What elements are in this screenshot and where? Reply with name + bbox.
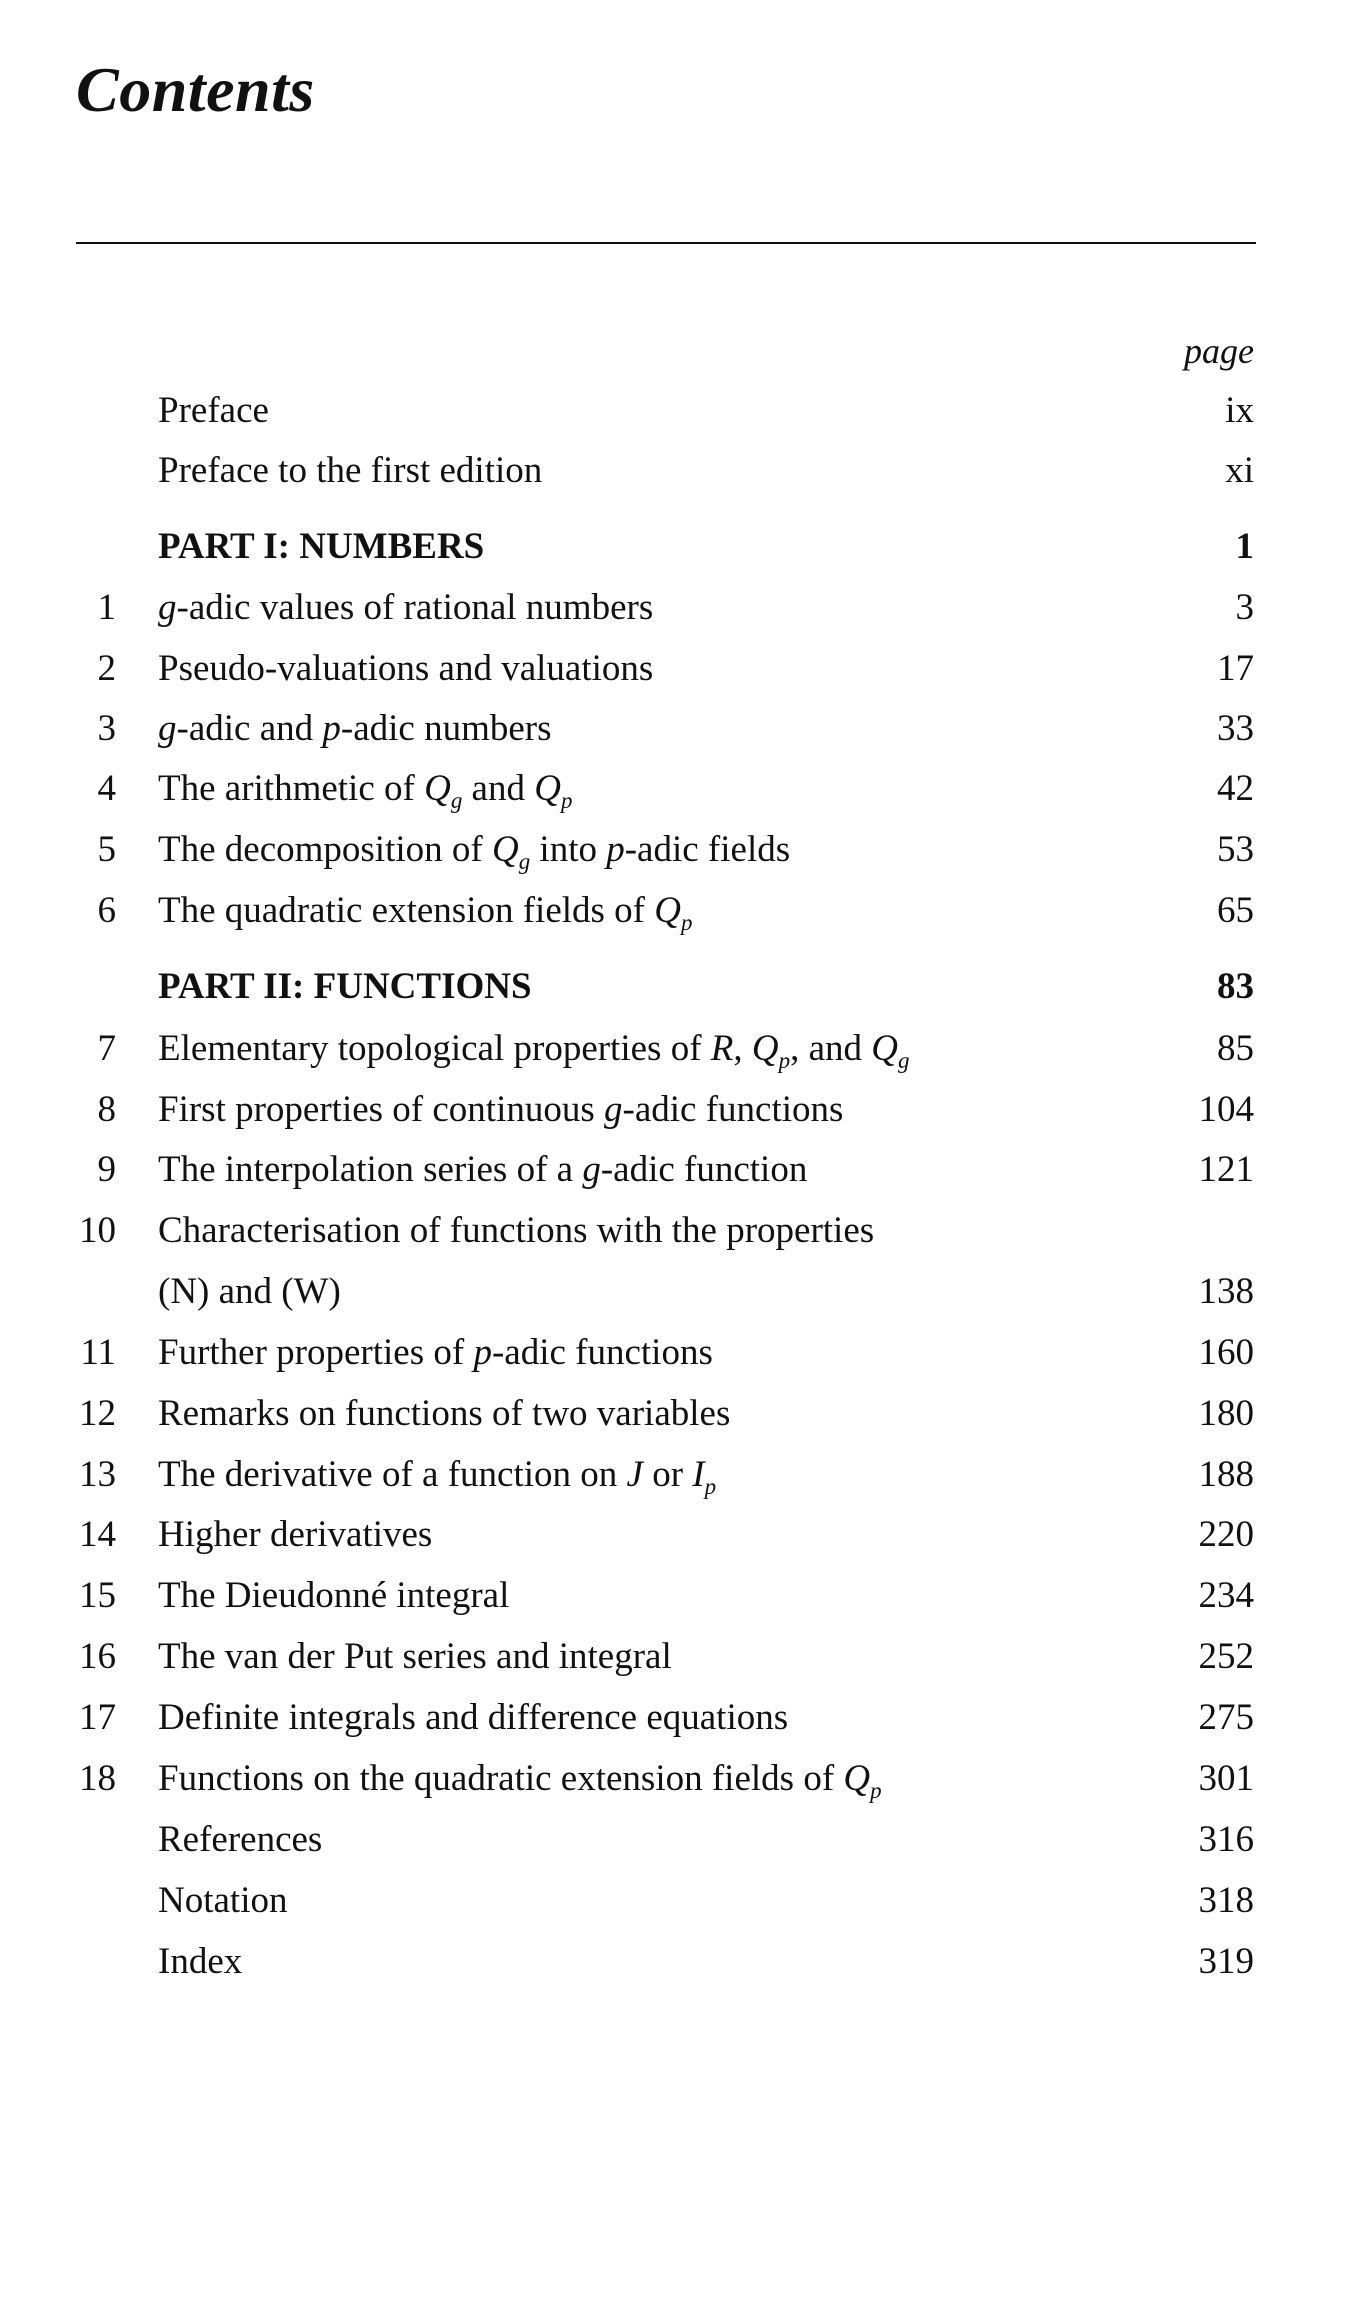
toc-entry	[0, 446, 1346, 496]
toc-entry	[0, 644, 1346, 694]
toc-entry	[0, 1510, 1346, 1560]
page-number: 160	[1198, 1332, 1254, 1373]
chapter-number: 8	[97, 1089, 116, 1130]
entry-title: Index	[158, 1941, 243, 1982]
entry-title: Higher derivatives	[158, 1514, 433, 1555]
toc-entry	[0, 886, 1346, 936]
page-number: 17	[1217, 648, 1254, 689]
page-number: 301	[1198, 1758, 1254, 1799]
chapter-number: 10	[79, 1210, 116, 1251]
toc-entry	[0, 1571, 1346, 1621]
chapter-number: 18	[79, 1758, 116, 1799]
toc-entry	[0, 1754, 1346, 1804]
toc-entry	[0, 1328, 1346, 1378]
toc-entry	[0, 1145, 1346, 1195]
toc-entry	[0, 1693, 1346, 1743]
chapter-number: 11	[80, 1332, 116, 1373]
page-number: 138	[1198, 1271, 1254, 1312]
toc-part-heading	[0, 522, 1346, 572]
page-number: 180	[1198, 1393, 1254, 1434]
entry-title: The decomposition of $Q_g$ into p-adic fields	[158, 829, 791, 875]
chapter-number: 6	[97, 890, 116, 931]
toc-entry	[0, 1632, 1346, 1682]
toc-entry	[0, 1876, 1346, 1926]
page-title: Contents	[76, 54, 315, 125]
toc-entry	[0, 1024, 1346, 1074]
toc-entry	[0, 704, 1346, 754]
entry-title: g-adic values of rational numbers	[158, 587, 654, 628]
chapter-number: 4	[97, 768, 116, 809]
toc-entry	[0, 1937, 1346, 1987]
chapter-number: 3	[97, 708, 116, 749]
page-number: 83	[1217, 966, 1254, 1007]
toc-entry	[0, 825, 1346, 875]
entry-title: References	[158, 1819, 323, 1860]
entry-title: Characterisation of functions with the properties	[158, 1210, 875, 1251]
entry-title: The arithmetic of $Q_g$ and $Q_p$	[158, 768, 573, 814]
page-number: 3	[1235, 587, 1254, 628]
toc-part-heading	[0, 962, 1346, 1012]
entry-title: Preface to the first edition	[158, 450, 543, 491]
page-number: 65	[1217, 890, 1254, 931]
entry-title: Further properties of p-adic functions	[158, 1332, 713, 1373]
entry-title: Remarks on functions of two variables	[158, 1393, 731, 1434]
page-number: 104	[1198, 1089, 1254, 1130]
chapter-number: 16	[79, 1636, 116, 1677]
entry-title: PART I: NUMBERS	[158, 526, 485, 567]
entry-title: Functions on the quadratic extension fields of $Q_p$	[158, 1758, 882, 1804]
chapter-number: 1	[97, 587, 116, 628]
page-number: 33	[1217, 708, 1254, 749]
page-number: 220	[1198, 1514, 1254, 1555]
chapter-number: 9	[97, 1149, 116, 1190]
entry-title: The van der Put series and integral	[158, 1636, 672, 1677]
entry-title: The quadratic extension fields of $Q_p$	[158, 890, 693, 936]
chapter-number: 12	[79, 1393, 116, 1434]
toc-entry	[0, 1267, 1346, 1317]
page-number: 53	[1217, 829, 1254, 870]
entry-title: Elementary topological properties of R, $Q_p$, and $Q_g$	[158, 1028, 910, 1074]
page-number: 42	[1217, 768, 1254, 809]
entry-title: First properties of continuous g-adic functions	[158, 1089, 844, 1130]
page-column-label: page	[1184, 331, 1254, 371]
toc-entry	[0, 1389, 1346, 1439]
page-number: 318	[1198, 1880, 1254, 1921]
chapter-number: 7	[97, 1028, 116, 1069]
toc-entry	[0, 1815, 1346, 1865]
entry-title: Notation	[158, 1880, 288, 1921]
toc-entry	[0, 1085, 1346, 1135]
entry-title: The derivative of a function on J or $I_p$	[158, 1454, 717, 1500]
entry-title: The Dieudonné integral	[158, 1575, 510, 1616]
entry-title: g-adic and p-adic numbers	[158, 708, 552, 749]
chapter-number: 2	[97, 648, 116, 689]
toc-entry	[0, 1206, 1346, 1256]
page-number: ix	[1225, 390, 1254, 431]
chapter-number: 17	[79, 1697, 116, 1738]
page-number: 316	[1198, 1819, 1254, 1860]
page-number: 234	[1198, 1575, 1254, 1616]
toc-entry	[0, 1450, 1346, 1500]
chapter-number: 14	[79, 1514, 116, 1555]
page-number: 1	[1235, 526, 1254, 567]
page-number: 275	[1198, 1697, 1254, 1738]
toc-entry	[0, 386, 1346, 436]
entry-title: Pseudo-valuations and valuations	[158, 648, 654, 689]
entry-title: PART II: FUNCTIONS	[158, 966, 532, 1007]
chapter-number: 13	[79, 1454, 116, 1495]
toc-entry	[0, 764, 1346, 814]
chapter-number: 5	[97, 829, 116, 870]
entry-title: (N) and (W)	[158, 1271, 341, 1312]
toc-entry	[0, 583, 1346, 633]
page-number: 121	[1198, 1149, 1254, 1190]
entry-title: The interpolation series of a g-adic function	[158, 1149, 808, 1190]
entry-title: Definite integrals and difference equations	[158, 1697, 789, 1738]
page-number: 252	[1198, 1636, 1254, 1677]
page-number: 188	[1198, 1454, 1254, 1495]
page-number: xi	[1225, 450, 1254, 491]
page-number: 319	[1198, 1941, 1254, 1982]
entry-title: Preface	[158, 390, 269, 431]
chapter-number: 15	[79, 1575, 116, 1616]
page-number: 85	[1217, 1028, 1254, 1069]
